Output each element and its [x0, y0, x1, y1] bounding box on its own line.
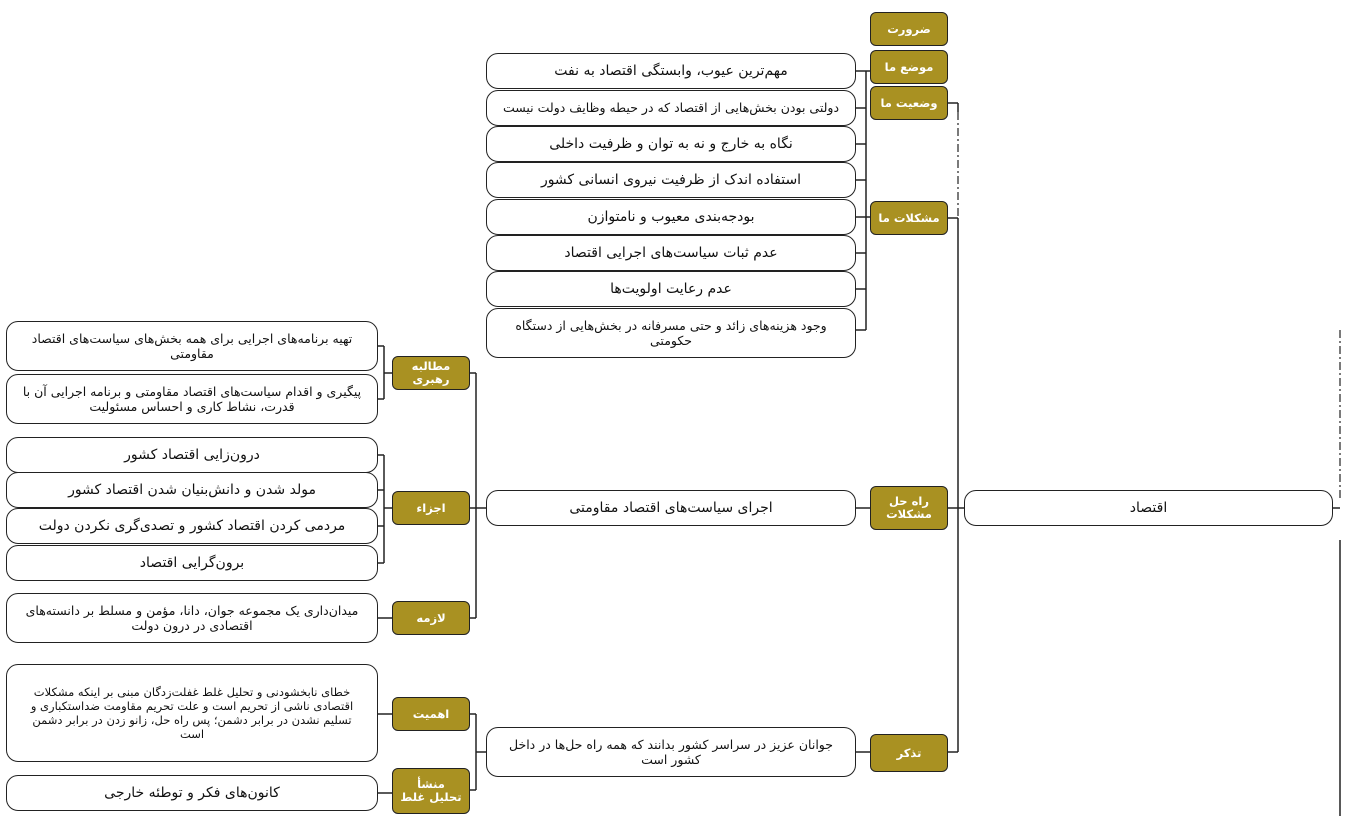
importance-box: خطای نابخشودنی و تحلیل غلط غفلت‌زدگان مبنی بر اینکه مشکلات اقتصادی ناشی از تحریم است و علت تحریم مقاومت ضداستکباری و تسلیم نشدن در برابر دشمن؛ پس راه حل، زانو زدن در برابر دشمن است [6, 664, 378, 762]
problem-box-5: عدم ثبات سیاست‌های اجرایی اقتصاد [486, 235, 856, 271]
tag-requirement: لازمه [392, 601, 470, 635]
problem-box-3: استفاده اندک از ظرفیت نیروی انسانی کشور [486, 162, 856, 198]
tag-our-position: موضع ما [870, 50, 948, 84]
requirement-box: میدان‌داری یک مجموعه جوان، دانا، مؤمن و مسلط بر دانسته‌های اقتصادی در درون دولت [6, 593, 378, 643]
problem-box-2: نگاه به خارج و نه به توان و ظرفیت داخلی [486, 126, 856, 162]
reminder-box: جوانان عزیز در سراسر کشور بدانند که همه راه حل‌ها در داخل کشور است [486, 727, 856, 777]
problem-box-6: عدم رعایت اولویت‌ها [486, 271, 856, 307]
root-node-economy: اقتصاد [964, 490, 1333, 526]
problem-box-1: دولتی بودن بخش‌هایی از اقتصاد که در حیطه وظایف دولت نیست [486, 90, 856, 126]
tag-error-source: منشأ تحلیل غلط [392, 768, 470, 814]
demand-box-1: تهیه برنامه‌های اجرایی برای همه بخش‌های سیاست‌های اقتصاد مقاومتی [6, 321, 378, 371]
tag-our-status: وضعیت ما [870, 86, 948, 120]
component-box-4: برون‌گرایی اقتصاد [6, 545, 378, 581]
tag-reminder: تذکر [870, 734, 948, 772]
solution-box: اجرای سیاست‌های اقتصاد مقاومتی [486, 490, 856, 526]
problem-box-4: بودجه‌بندی معیوب و نامتوازن [486, 199, 856, 235]
position-box: مهم‌ترین عیوب، وابستگی اقتصاد به نفت [486, 53, 856, 89]
demand-box-2: پیگیری و اقدام سیاست‌های اقتصاد مقاومتی و برنامه اجرایی آن با قدرت، نشاط کاری و احساس مسئولیت [6, 374, 378, 424]
component-box-2: مولد شدن و دانش‌بنیان شدن اقتصاد کشور [6, 472, 378, 508]
component-box-1: درون‌زایی اقتصاد کشور [6, 437, 378, 473]
tag-components: اجزاء [392, 491, 470, 525]
tag-leadership-demand: مطالبه رهبری [392, 356, 470, 390]
component-box-3: مردمی کردن اقتصاد کشور و تصدی‌گری نکردن دولت [6, 508, 378, 544]
tag-our-problems: مشکلات ما [870, 201, 948, 235]
tag-importance: اهمیت [392, 697, 470, 731]
problem-box-7: وجود هزینه‌های زائد و حتی مسرفانه در بخش‌هایی از دستگاه حکومتی [486, 308, 856, 358]
tag-solution: راه حل مشکلات [870, 486, 948, 530]
tag-necessity: ضرورت [870, 12, 948, 46]
error-source-box: کانون‌های فکر و توطئه خارجی [6, 775, 378, 811]
